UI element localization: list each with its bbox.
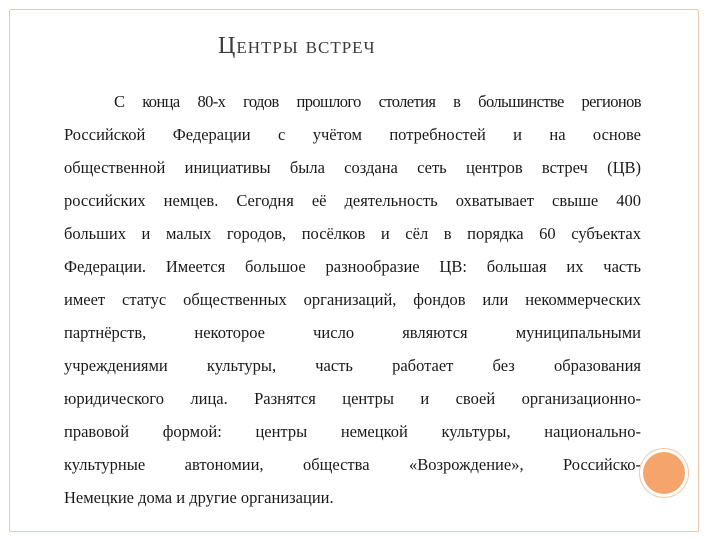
body-line: юридического лица. Разнятся центры и своей организационно- [64,389,641,408]
body-line: российских немцев. Сегодня её деятельность охватывает свыше 400 [64,191,641,210]
body-line: партнёрств, некоторое число являются муниципальными [64,323,641,342]
body-line: С конца 80-х годов прошлого столетия в большинстве регионов [114,92,641,111]
body-line: культурные автономии, общества «Возрождение», Российско- [64,455,641,474]
body-line: Российской Федерации с учётом потребностей и на основе [64,125,641,144]
body-line: Немецкие дома и другие организации. [64,488,334,507]
body-line: правовой формой: центры немецкой культуры, национально- [64,422,641,441]
body-line: Федерации. Имеется большое разнообразие ЦВ: большая их часть [64,257,641,276]
slide-body [64,85,641,514]
decorative-circle [643,452,685,494]
body-line: больших и малых городов, посёлков и сёл в порядка 60 субъектах [64,224,641,243]
body-line: имеет статус общественных организаций, фондов или некоммерческих [64,290,641,309]
body-line: общественной инициативы была создана сеть центров встреч (ЦВ) [64,158,641,177]
body-line: учреждениями культуры, часть работает без образования [64,356,641,375]
slide-title: Центры встреч [218,33,376,59]
